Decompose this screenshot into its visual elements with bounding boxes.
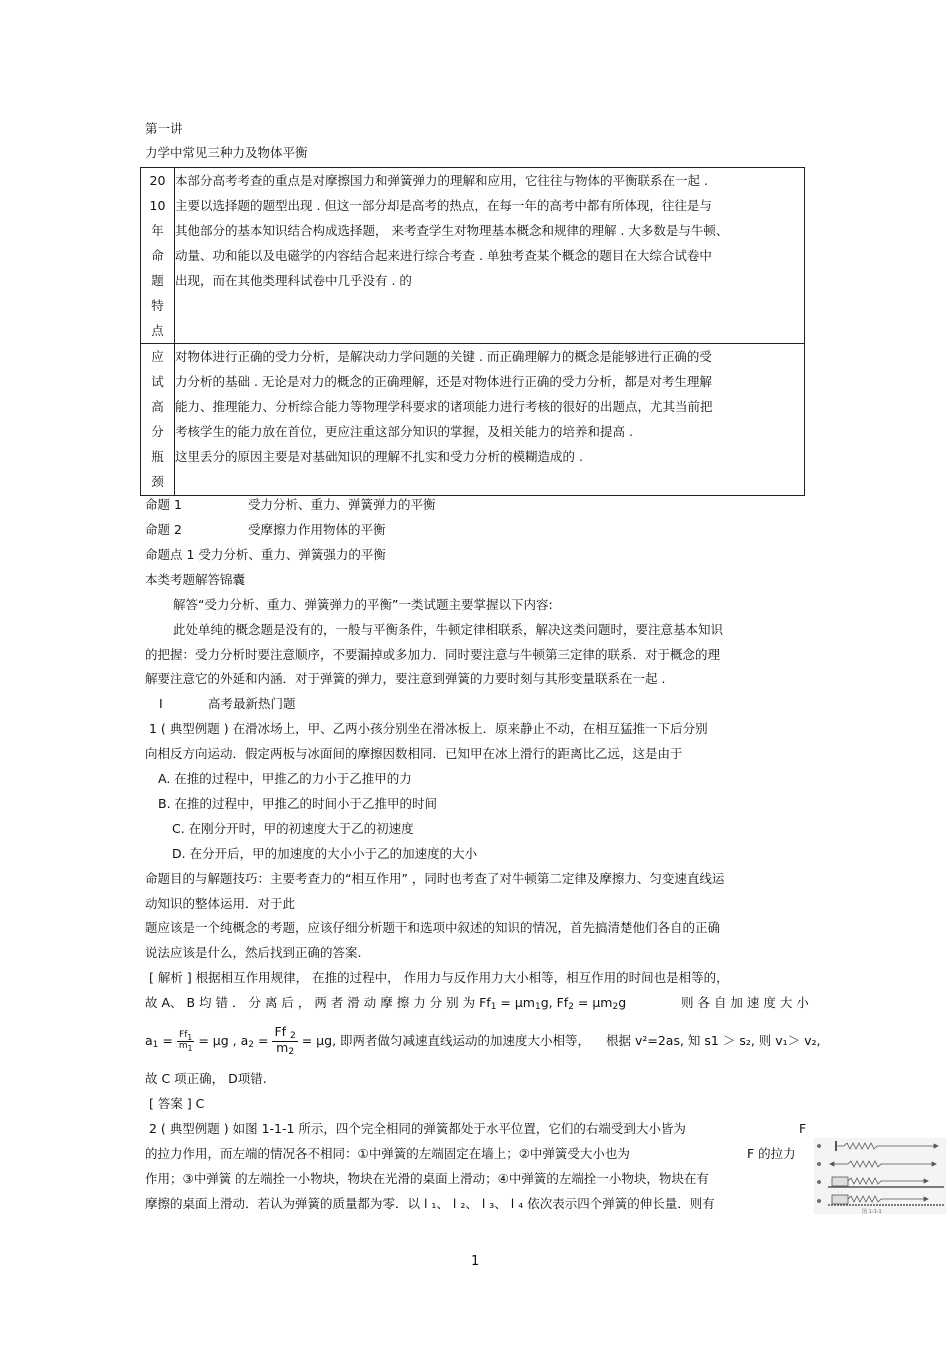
tips-line: 此处单纯的概念题是没有的，一般与平衡条件，牛顿定律相联系，解决这类问题时，要注意基本知识 (173, 622, 724, 637)
q1-aim: 题应该是一个纯概念的考题，应该仔细分析题干和选项中叙述的知识的情况，首先搞清楚他们各自的正确 (145, 920, 721, 935)
page-number: 1 (471, 1254, 480, 1269)
q1-answer: [ 答案 ] C (149, 1096, 205, 1111)
q1-option-b: B. 在推的过程中，甲推乙的时间小于乙推甲的时间 (158, 796, 438, 811)
q2-stem-end: F 的拉力 (747, 1146, 796, 1161)
spring-figure (814, 1138, 946, 1214)
q1-aim: 命题目的与解题技巧：主要考查力的“相互作用” ，同时也考查了对牛顿第二定律及摩擦力、匀变速直线运 (145, 871, 725, 886)
page-title: 力学中常见三种力及物体平衡 (145, 145, 308, 160)
topic-2-label: 命题 2 (145, 522, 182, 537)
q1-option-c: C. 在刚分开时，甲的初速度大于乙的初速度 (172, 821, 414, 836)
q1-formula-right: 根据 v²=2as, 知 s1 ＞ s₂, 则 v₁＞ v₂, (606, 1033, 821, 1048)
q2-stem: 摩擦的桌面上滑动．若认为弹簧的质量都为零．以 l ₁、 l ₂、 l ₃、 l ₄ 依次表示四个弹簧的伸长量．则有 (145, 1196, 715, 1211)
q2-stem: 作用；③中弹簧 的左端拴一小物块，物块在光滑的桌面上滑动；④中弹簧的左端拴一小物块，物块在有 (145, 1171, 709, 1186)
q2-stem: 的拉力作用，而左端的情况各不相同：①中弹簧的左端固定在墙上；②中弹簧受大小也为 (145, 1146, 630, 1161)
tips-line: 解要注意它的外延和内涵．对于弹簧的弹力，要注意到弹簧的力要时刻与其形变量联系在一起 . (145, 671, 666, 686)
table-row (141, 168, 805, 344)
row-label-features: 20 10 年 命 题 特 点 (141, 168, 175, 344)
topic-2-text: 受摩擦力作用物体的平衡 (248, 522, 386, 537)
topic-point-1: 命题点 1 受力分析、重力、弹簧强力的平衡 (145, 547, 386, 562)
section-number: I (159, 696, 163, 711)
q1-analysis-line: 故 A、 B 均 错 ． 分 离 后 ， 两 者 滑 动 摩 擦 力 分 别 为 $Ff_1 = \mu m_1g$, $Ff_2 = \mu m_2g$ (145, 995, 627, 1012)
q1-analysis: [ 解析 ] 根据相互作用规律， 在推的过程中， 作用力与反作用力大小相等，相互作用的时间也是相等的， (149, 970, 729, 985)
q1-analysis-end: 则 各 自 加 速 度 大 小 (681, 995, 809, 1010)
q1-option-d: D. 在分开后，甲的加速度的大小小于乙的加速度的大小 (172, 846, 478, 861)
q2-stem-end: F (799, 1121, 807, 1136)
tips-line: 的把握：受力分析时要注意顺序，不要漏掉或多加力．同时要注意与牛顿第三定律的联系．对于概念的理 (145, 647, 721, 662)
q1-aim: 说法应该是什么，然后找到正确的答案. (145, 945, 362, 960)
exam-features-table (140, 167, 805, 496)
topic-1-text: 受力分析、重力、弹簧弹力的平衡 (248, 497, 436, 512)
q1-stem: 1 ( 典型例题 ) 在滑冰场上，甲、乙两小孩分别坐在滑冰板上．原来静止不动，在相互猛推一下后分别 (149, 721, 708, 736)
q1-option-a: A. 在推的过程中，甲推乙的力小于乙推甲的力 (158, 771, 412, 786)
q1-formula: $a_1$ = $\frac{Ff_1}{m_1}$ = μg , $a_2$ = $\frac{Ff _2}{m_2}$ = μg, 即两者做匀减速直线运动的加速度大小相等， (145, 1024, 591, 1057)
lecture-label: 第一讲 (145, 121, 183, 136)
tips-intro: 解答“受力分析、重力、弹簧弹力的平衡”一类试题主要掌握以下内容: (173, 597, 553, 612)
table-row (141, 344, 805, 496)
q2-stem: 2 ( 典型例题 ) 如图 1-1-1 所示，四个完全相同的弹簧都处于水平位置，它们的右端受到大小皆为 (149, 1121, 686, 1136)
q1-stem: 向相反方向运动．假定两板与冰面间的摩擦因数相同．已知甲在冰上滑行的距离比乙远，这是由于 (145, 746, 683, 761)
row-content-features: 本部分高考考查的重点是对摩擦国力和弹簧弹力的理解和应用，它往往与物体的平衡联系在一起 . 主要以选择题的题型出现 . 但这一部分却是高考的热点，在每一年的高考中都有所体现，往往是与 其他部分的基本知识结合构成选择题， 来考查学生对物理基本概念和规律的理解 . 大多数是与牛顿、 动量、功和能以及电磁学的内容结合起来进行综合考查 . 单独考查某个概念的题目在大综合试卷中 出现，而在其他类理科试卷中几乎没有 . 的 (175, 168, 805, 344)
tips-title: 本类考题解答锦囊 (145, 572, 246, 587)
row-label-bottleneck: 应 试 高 分 瓶 颈 (141, 344, 175, 496)
topic-1-label: 命题 1 (145, 497, 182, 512)
figure-caption: 图 1-1-1 (862, 1209, 882, 1214)
row-content-bottleneck: 对物体进行正确的受力分析，是解决动力学问题的关键 . 而正确理解力的概念是能够进行正确的受 力分析的基础 . 无论是对力的概念的正确理解，还是对物体进行正确的受力分析，都是对考生理解 能力、推理能力、分析综合能力等物理学科要求的诸项能力进行考核的很好的出题点，尤其当前把 考核学生的能力放在首位，更应注重这部分知识的掌握，及相关能力的培养和提高 . 这里丢分的原因主要是对基础知识的理解不扎实和受力分析的模糊造成的 . (175, 344, 805, 496)
q1-aim: 动知识的整体运用．对于此 (145, 896, 296, 911)
section-title: 高考最新热门题 (208, 696, 296, 711)
q1-conclusion: 故 C 项正确， D项错. (145, 1071, 267, 1086)
